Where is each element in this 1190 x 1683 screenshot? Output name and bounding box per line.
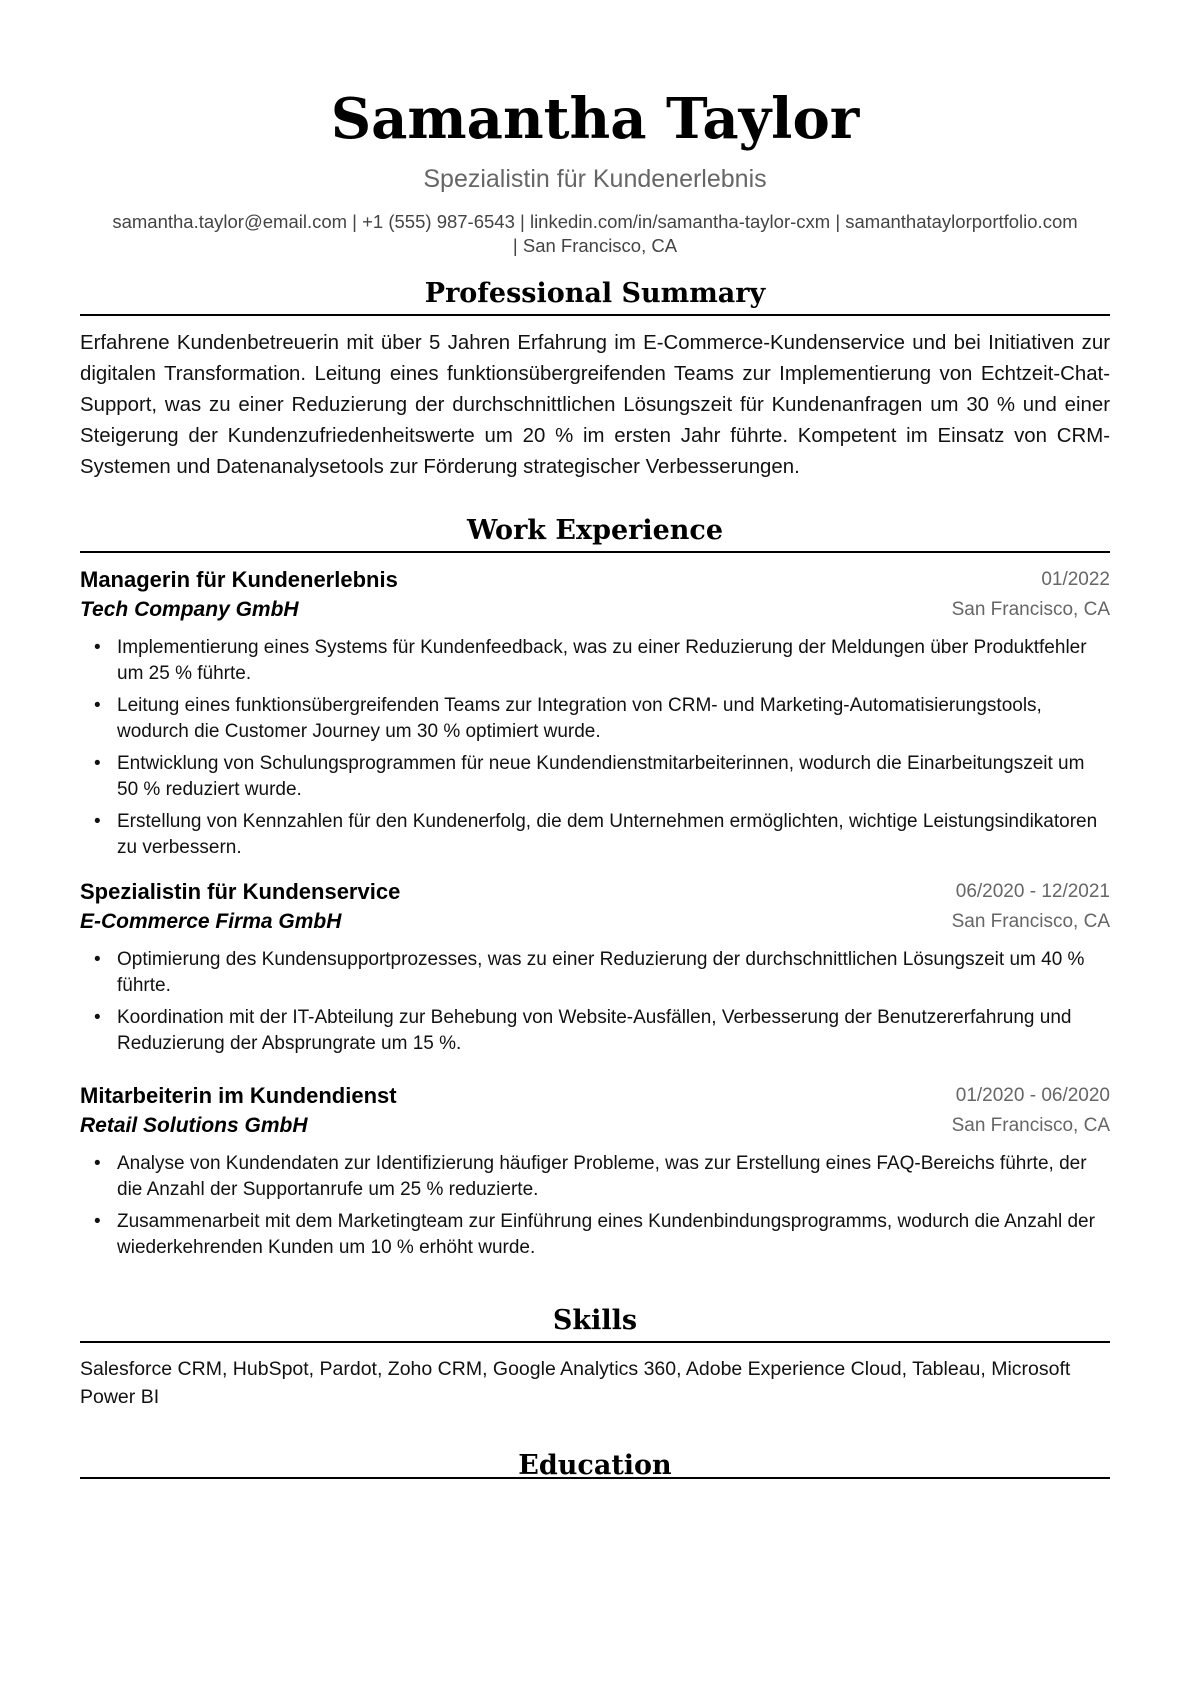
- job-role: Mitarbeiterin im Kundendienst: [80, 1083, 397, 1108]
- bullet-icon: •: [94, 949, 101, 970]
- job-company: Retail Solutions GmbH: [80, 1114, 308, 1137]
- bullet-text: Koordination mit der IT-Abteilung zur Behebung von Website-Ausfällen, Verbesserung der Benutzererfahrung und Reduzierung der Absprungrate um 15 %.: [117, 1007, 1072, 1054]
- job-entry: [80, 565, 1110, 867]
- job-role: Spezialistin für Kundenservice: [80, 879, 401, 904]
- bullet-text: Leitung eines funktionsübergreifenden Teams zur Integration von CRM- und Marketing-Automatisierungstools, wodurch die Customer Journey um 30 % optimiert wurde.: [117, 695, 1042, 742]
- skills-list: Salesforce CRM, HubSpot, Pardot, Zoho CRM, Google Analytics 360, Adobe Experience Cloud, Tableau, Microsoft Power BI: [80, 1358, 1071, 1408]
- skills-divider: [80, 1341, 1110, 1343]
- job-dates: 01/2022: [1041, 569, 1110, 590]
- job-location: San Francisco, CA: [951, 911, 1110, 932]
- job-bullet: [80, 751, 1110, 803]
- job-bullet: [80, 809, 1110, 861]
- bullet-text: Zusammenarbeit mit dem Marketingteam zur Einführung eines Kundenbindungsprogramms, wodurch die Anzahl der wiederkehrenden Kunden um 10 % erhöht wurde.: [117, 1211, 1095, 1258]
- bullet-icon: •: [94, 1211, 101, 1232]
- experience-divider: [80, 551, 1110, 553]
- contact-line-2: | San Francisco, CA: [512, 235, 678, 256]
- bullet-icon: •: [94, 1007, 101, 1028]
- contact-line-1: samantha.taylor@email.com | +1 (555) 987-6543 | linkedin.com/in/samantha-taylor-cxm | samanthataylorportfolio.com: [112, 211, 1078, 232]
- job-header: [80, 1081, 1110, 1141]
- contact-info: [80, 210, 1110, 258]
- job-header: [80, 877, 1110, 937]
- job-bullet: [80, 635, 1110, 687]
- education-divider: [80, 1477, 1110, 1479]
- job-location: San Francisco, CA: [951, 599, 1110, 620]
- summary-divider: [80, 314, 1110, 316]
- job-location: San Francisco, CA: [951, 1115, 1110, 1136]
- bullet-text: Optimierung des Kundensupportprozesses, was zu einer Reduzierung der durchschnittlichen Lösungszeit um 40 % führte.: [117, 949, 1085, 996]
- job-header: [80, 565, 1110, 625]
- summary-text: Erfahrene Kundenbetreuerin mit über 5 Jahren Erfahrung im E-Commerce-Kundenservice und bei Initiativen zur digitalen Transformation. Leitung eines funktionsübergreifenden Teams zur Implementierung von Echtzeit-Chat-Support, was zu einer Reduzierung der durchschnittlichen Lösungszeit für Kundenanfragen um 30 % und einer Steigerung der Kundenzufriedenheitswerte um 20 % im ersten Jahr führte. Kompetent im Einsatz von CRM-Systemen und Datenanalysetools zur Förderung strategischer Verbesserungen.: [80, 332, 1110, 478]
- job-dates: 06/2020 - 12/2021: [955, 881, 1110, 902]
- job-bullet: [80, 1151, 1110, 1203]
- job-entry: [80, 877, 1110, 1063]
- job-company: E-Commerce Firma GmbH: [80, 910, 342, 933]
- job-entry: [80, 1081, 1110, 1267]
- bullet-text: Erstellung von Kennzahlen für den Kundenerfolg, die dem Unternehmen ermöglichten, wichtige Leistungsindikatoren zu verbessern.: [117, 811, 1098, 858]
- bullet-text: Implementierung eines Systems für Kundenfeedback, was zu einer Reduzierung der Meldungen über Produktfehler um 25 % führte.: [117, 637, 1087, 684]
- bullet-icon: •: [94, 1153, 101, 1174]
- candidate-title: Spezialistin für Kundenerlebnis: [423, 165, 767, 193]
- job-company: Tech Company GmbH: [80, 598, 299, 621]
- job-bullet: [80, 1209, 1110, 1261]
- job-bullet: [80, 1005, 1110, 1057]
- bullet-icon: •: [94, 811, 101, 832]
- job-bullets: [80, 947, 1110, 1057]
- job-bullets: [80, 1151, 1110, 1261]
- bullet-icon: •: [94, 637, 101, 658]
- bullet-text: Entwicklung von Schulungsprogrammen für neue Kundendienstmitarbeiterinnen, wodurch die Einarbeitungszeit um 50 % reduziert wurde.: [117, 753, 1085, 800]
- job-dates: 01/2020 - 06/2020: [955, 1085, 1110, 1106]
- education-heading: Education: [518, 1450, 672, 1481]
- bullet-icon: •: [94, 695, 101, 716]
- job-bullet: [80, 693, 1110, 745]
- experience-heading: Work Experience: [466, 515, 724, 546]
- summary-heading: Professional Summary: [424, 278, 766, 309]
- candidate-name: Samantha Taylor: [330, 86, 860, 152]
- job-bullet: [80, 947, 1110, 999]
- bullet-text: Analyse von Kundendaten zur Identifizierung häufiger Probleme, was zur Erstellung eines FAQ-Bereichs führte, der die Anzahl der Supportanrufe um 25 % reduzierte.: [117, 1153, 1087, 1200]
- skills-heading: Skills: [552, 1305, 638, 1336]
- job-role: Managerin für Kundenerlebnis: [80, 567, 398, 592]
- bullet-icon: •: [94, 753, 101, 774]
- job-bullets: [80, 635, 1110, 861]
